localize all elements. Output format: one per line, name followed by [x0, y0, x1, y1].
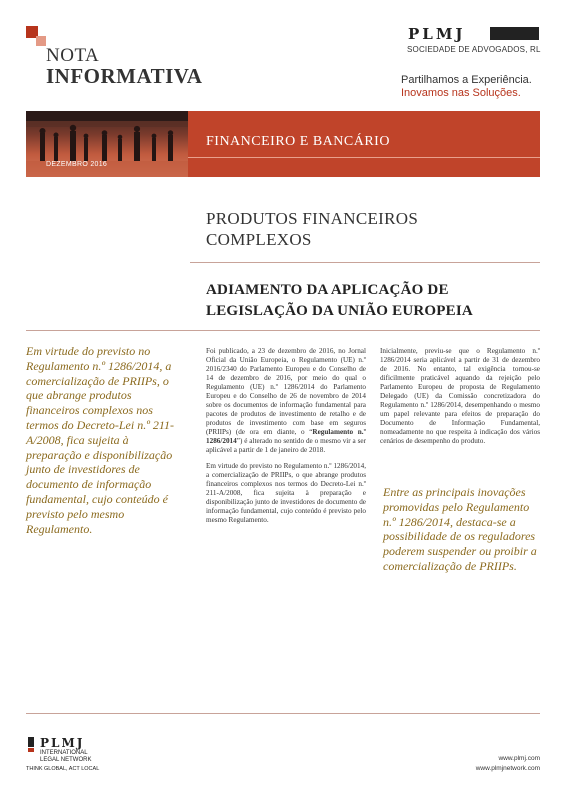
paragraph-text: ”) é alterado no sentido de o mesmo vir a ser aplicável a partir de 1 de janeiro de 2018. [206, 437, 366, 454]
plmj-logo: PLMJ [408, 25, 466, 43]
footer-network-line-2: LEGAL NETWORK [40, 757, 92, 763]
logo-subtitle: SOCIEDADE DE ADVOGADOS, RL [407, 45, 541, 54]
tagline-experience: Partilhamos a Experiência. [401, 74, 532, 86]
article-title [206, 280, 473, 322]
article-column-1 [206, 347, 366, 532]
footer-network-tagline: THINK GLOBAL, ACT LOCAL [26, 766, 100, 772]
website-link[interactable]: www.plmj.com [498, 755, 540, 762]
footer-divider [26, 713, 540, 714]
footer-network-line-1: INTERNATIONAL [40, 750, 88, 756]
practice-area-title: FINANCEIRO E BANCÁRIO [206, 134, 390, 149]
banner-divider [188, 157, 540, 158]
tagline-solutions: Inovamos nas Soluções. [401, 87, 521, 99]
article-column-2 [380, 347, 540, 453]
article-divider [26, 330, 540, 331]
network-website-link[interactable]: www.plmjnetwork.com [475, 765, 540, 772]
banner-date: DEZEMBRO 2016 [46, 161, 108, 168]
doc-type-label-bold: INFORMATIVA [46, 64, 203, 88]
paragraph: Em virtude do previsto no Regulamento n.º 1286/2014, a comercialização de PRIIPs, o que abrange produtos financeiros complexos nos termos do Decreto-Lei n.º 211-A/2008, fica sujeita à preparação e disponibilização junto de investidores de documento de informação fundamental, cujo conteúdo é previsto pelo mesmo Regulamento. [206, 462, 366, 524]
section-title [206, 208, 418, 250]
logo-bar [490, 27, 539, 40]
section-title-line-2: COMPLEXOS [206, 230, 312, 249]
paragraph-text: Foi publicado, a 23 de dezembro de 2016, no Jornal Oficial da União Europeia, o Regulamento (UE) n.º 2016/2340 do Parlamento Europeu e do Conselho de 14 de dezembro de 2016, por meio do qual o Regulamento (UE) n.º 1286/2014 do Parlamento Europeu e do Conselho de 26 de novembro de 2014 sobre os documentos de informação fundamental para pacotes de produtos de investimento de retalho e de produtos de investimento com base em seguros (PRIIPs) (de ora em diante, o “ [206, 347, 366, 436]
doc-type-label: NOTA [46, 45, 100, 66]
section-divider [190, 262, 540, 263]
pull-quote-right: Entre as principais inovações promovidas pelo Regulamento n.º 1286/2014, destaca-se a possibilidade de os reguladores poderem suspender ou proibir a comercialização de PRIIPs. [383, 485, 537, 573]
footer-logo-mark [28, 737, 34, 747]
article-title-line-2: LEGISLAÇÃO DA UNIÃO EUROPEIA [206, 303, 473, 319]
paragraph: Inicialmente, previu-se que o Regulamento n.º 1286/2014 seria aplicável a partir de 31 de dezembro de 2016. No entanto, tal exigência tornou-se dificilmente praticável aquando da rejeição pelo Parlamento Europeu de proposta de Regulamento Delegado (UE) da Comissão concretizadora do Regulamento n.º 1286/2014, desempenhando o mesmo um papel relevante para efeitos de preparação do Documento de Informação Fundamental, nomeadamente no que respeita à indicação dos vários cenários de desempenho do produto. [380, 347, 540, 445]
footer-logo-accent [28, 748, 34, 752]
pull-quote-left: Em virtude do previsto no Regulamento n.º 1286/2014, a comercialização de PRIIPs, o que abrange produtos financeiros complexos nos termos do Decreto-Lei n.º 211-A/2008, fica sujeita à preparação e disponibilização junto de investidores de documento de informação fundamental, cujo conteúdo é previsto pelo mesmo Regulamento. [26, 344, 175, 536]
paragraph [206, 347, 366, 455]
section-title-line-1: PRODUTOS FINANCEIROS [206, 209, 419, 228]
footer-plmj-logo: PLMJ [40, 736, 85, 750]
corner-square-light [36, 36, 46, 46]
article-title-line-1: ADIAMENTO DA APLICAÇÃO DE [206, 282, 449, 298]
regulation-reference: Regulamento n.º 1286/2014 [206, 428, 366, 445]
